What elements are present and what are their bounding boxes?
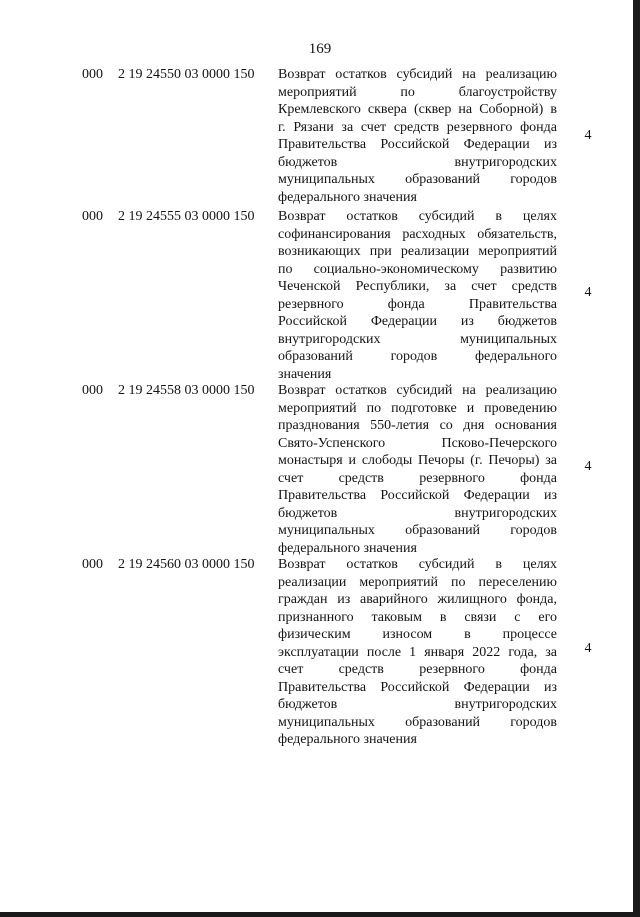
admin-code: 000 [82, 209, 103, 224]
description-line: Возврат остатков субсидий в целях [278, 209, 557, 224]
description-line: значения [278, 366, 332, 382]
description-line: счет средств резервного фонда [278, 662, 557, 677]
description-line: внутригородских муниципальных [278, 331, 557, 347]
row-amount: 4 [584, 641, 592, 656]
row-description [278, 382, 557, 557]
admin-code: 000 [82, 383, 103, 398]
description-line: муниципальных образований городов [278, 523, 557, 538]
admin-code: 000 [82, 67, 103, 82]
description-line: образований городов федерального [278, 349, 557, 364]
description-line: бюджетов внутригородских [278, 154, 557, 170]
row-amount: 4 [584, 285, 592, 300]
description-line: г. Рязани за счет средств резервного фонда [278, 119, 557, 135]
row-amount: 4 [584, 459, 592, 474]
row-description [278, 208, 557, 383]
description-line: Свято-Успенского Псково-Печерского [278, 435, 557, 451]
description-line: физическим износом в процессе [278, 627, 557, 642]
description-line: муниципальных образований городов [278, 172, 557, 187]
description-line: Чеченской Республики, за счет средств [278, 279, 557, 294]
description-line: счет средств резервного фонда [278, 470, 557, 486]
scan-edge-bottom [0, 912, 640, 917]
kbk-code: 2 19 24558 03 0000 150 [118, 383, 255, 398]
page-number: 169 [308, 41, 332, 57]
description-line: федерального значения [278, 189, 417, 205]
description-line: бюджетов внутригородских [278, 505, 557, 521]
description-line: бюджетов внутригородских [278, 697, 557, 712]
description-line: Кремлевского сквера (сквер на Соборной) в [278, 102, 557, 117]
description-line: федерального значения [278, 540, 417, 556]
description-line: резервного фонда Правительства [278, 296, 557, 312]
description-line: муниципальных образований городов [278, 714, 557, 730]
description-line: софинансирования расходных обязательств, [278, 226, 557, 242]
description-line: мероприятий по подготовке и проведению [278, 400, 557, 416]
description-line: граждан из аварийного жилищного фонда, [278, 592, 557, 607]
kbk-code: 2 19 24555 03 0000 150 [118, 209, 255, 224]
row-description [278, 66, 557, 206]
description-line: эксплуатации после 1 января 2022 года, за [278, 644, 557, 660]
description-line: реализации мероприятий по переселению [278, 574, 557, 590]
description-line: Возврат остатков субсидий на реализацию [278, 383, 557, 398]
description-line: признанного таковым в связи с его [278, 609, 557, 625]
description-line: мероприятий по благоустройству [278, 84, 557, 100]
scan-edge-right [633, 0, 640, 917]
description-line: возникающих при реализации мероприятий [278, 244, 557, 259]
description-line: Российской Федерации из бюджетов [278, 314, 557, 329]
kbk-code: 2 19 24550 03 0000 150 [118, 67, 255, 82]
description-line: Правительства Российской Федерации из [278, 137, 557, 152]
description-line: федерального значения [278, 732, 417, 747]
description-line: Возврат остатков субсидий на реализацию [278, 67, 557, 82]
description-line: монастыря и слободы Печоры (г. Печоры) за [278, 453, 557, 468]
description-line: Правительства Российской Федерации из [278, 488, 557, 503]
description-line: празднования 550-летия со дня основания [278, 418, 557, 433]
description-line: Правительства Российской Федерации из [278, 679, 557, 695]
kbk-code: 2 19 24560 03 0000 150 [118, 557, 255, 572]
row-description [278, 556, 557, 749]
admin-code: 000 [82, 557, 103, 572]
description-line: Возврат остатков субсидий в целях [278, 557, 557, 572]
description-line: по социально-экономическому развитию [278, 261, 557, 277]
row-amount: 4 [584, 128, 592, 143]
